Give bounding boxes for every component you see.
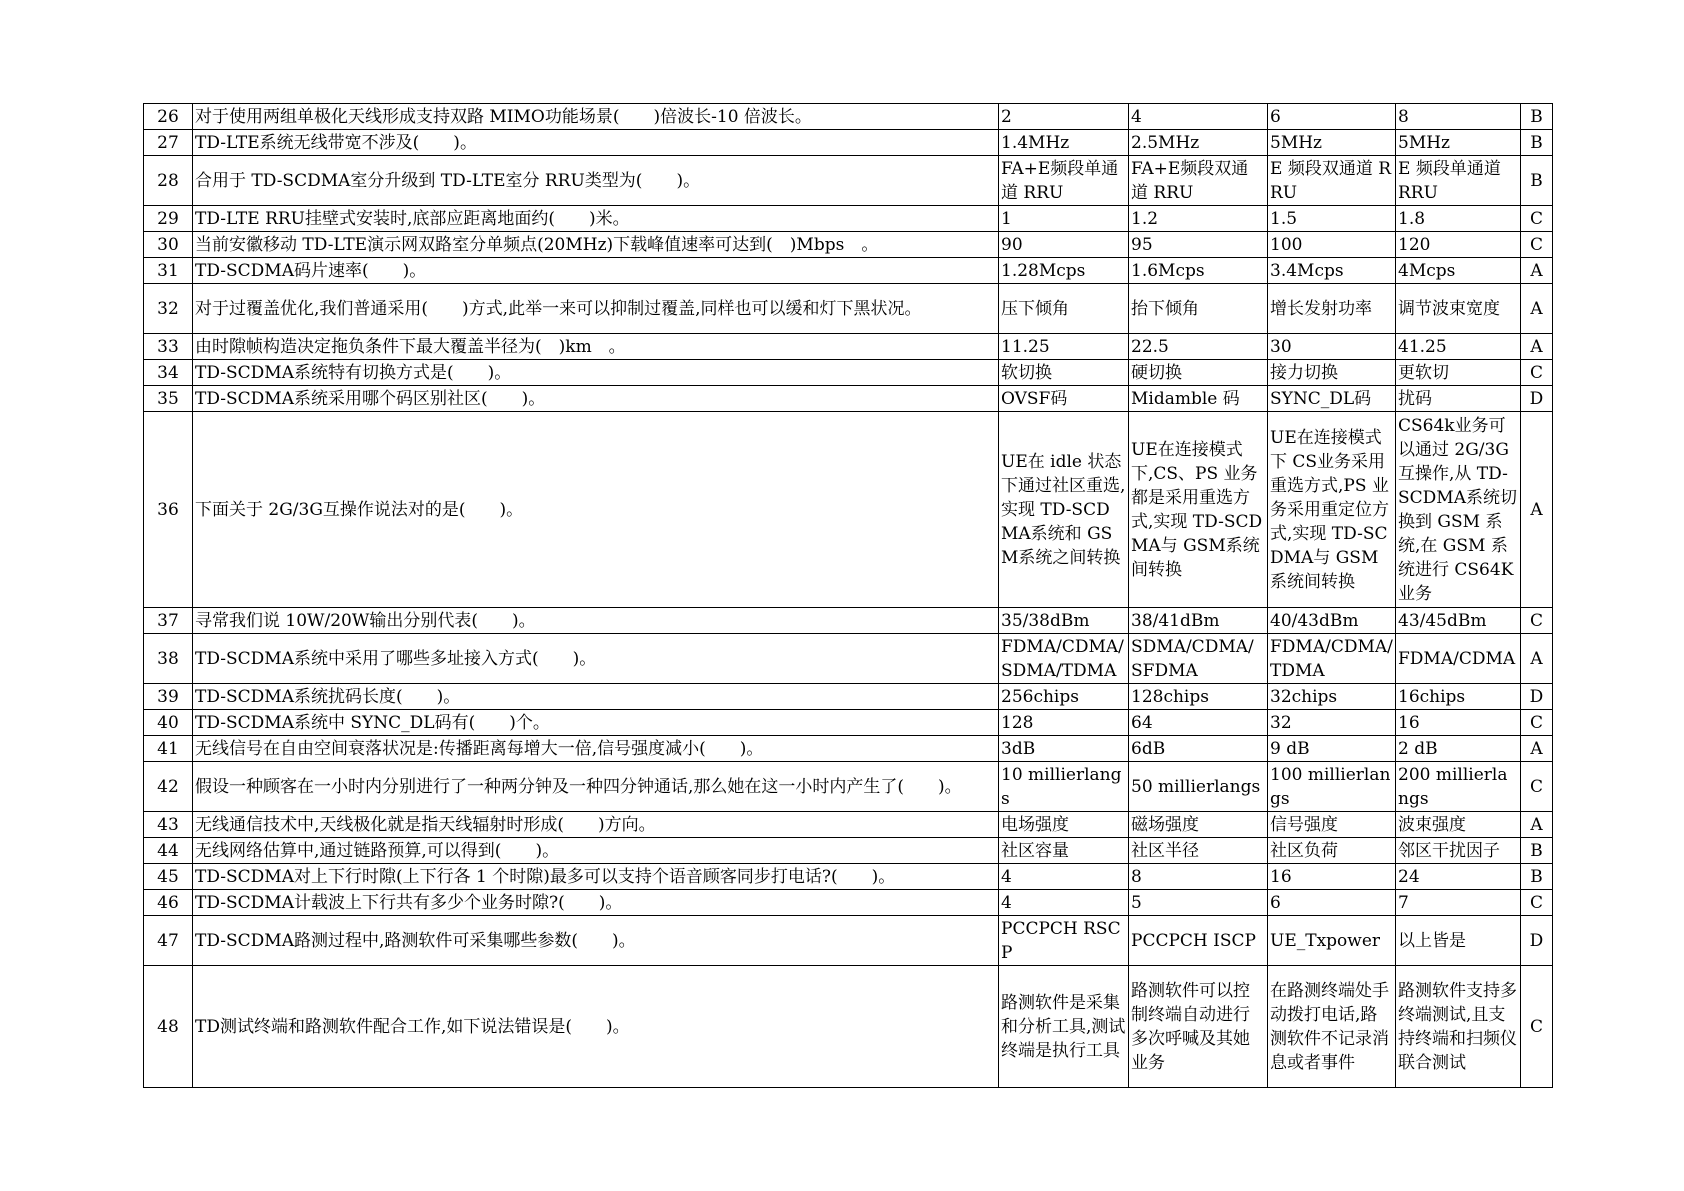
answer-key: D	[1521, 684, 1553, 710]
option-d: 5MHz	[1396, 130, 1521, 156]
question-table-body	[144, 104, 1553, 1088]
option-c: E 频段双通道 RRU	[1268, 156, 1396, 206]
option-b: 50 millierlangs	[1129, 762, 1268, 812]
option-a: 社区容量	[999, 838, 1129, 864]
option-c: 30	[1268, 334, 1396, 360]
option-a: 4	[999, 890, 1129, 916]
question-number: 31	[144, 258, 193, 284]
option-a: 1.28Mcps	[999, 258, 1129, 284]
question-number: 45	[144, 864, 193, 890]
option-b: Midamble 码	[1129, 386, 1268, 412]
option-c: 社区负荷	[1268, 838, 1396, 864]
option-a: 路测软件是采集和分析工具,测试终端是执行工具	[999, 966, 1129, 1088]
answer-key: B	[1521, 156, 1553, 206]
option-d: 7	[1396, 890, 1521, 916]
question-number: 38	[144, 634, 193, 684]
option-b: FA+E频段双通道 RRU	[1129, 156, 1268, 206]
option-a: UE在 idle 状态下通过社区重选,实现 TD-SCDMA系统和 GSM系统之间转换	[999, 412, 1129, 608]
question-row	[144, 890, 1553, 916]
question-number: 44	[144, 838, 193, 864]
question-text: 对于使用两组单极化天线形成支持双路 MIMO功能场景( )倍波长-10 倍波长。	[193, 104, 999, 130]
option-c: 6	[1268, 104, 1396, 130]
question-number: 32	[144, 284, 193, 334]
option-b: 1.2	[1129, 206, 1268, 232]
option-a: 11.25	[999, 334, 1129, 360]
option-a: 2	[999, 104, 1129, 130]
question-row	[144, 130, 1553, 156]
option-c: 40/43dBm	[1268, 608, 1396, 634]
question-text: TD-LTE RRU挂壁式安装时,底部应距离地面约( )米。	[193, 206, 999, 232]
option-a: 10 millierlangs	[999, 762, 1129, 812]
question-row	[144, 812, 1553, 838]
question-number: 39	[144, 684, 193, 710]
option-d: 16chips	[1396, 684, 1521, 710]
option-c: 3.4Mcps	[1268, 258, 1396, 284]
option-d: 波束强度	[1396, 812, 1521, 838]
question-number: 46	[144, 890, 193, 916]
question-row	[144, 334, 1553, 360]
question-row	[144, 710, 1553, 736]
question-row	[144, 608, 1553, 634]
option-d: 24	[1396, 864, 1521, 890]
option-b: 2.5MHz	[1129, 130, 1268, 156]
option-a: FDMA/CDMA/SDMA/TDMA	[999, 634, 1129, 684]
option-d: 43/45dBm	[1396, 608, 1521, 634]
question-number: 48	[144, 966, 193, 1088]
question-row	[144, 684, 1553, 710]
answer-key: C	[1521, 232, 1553, 258]
question-text: TD-LTE系统无线带宽不涉及( )。	[193, 130, 999, 156]
question-row	[144, 284, 1553, 334]
option-a: 压下倾角	[999, 284, 1129, 334]
option-d: 扰码	[1396, 386, 1521, 412]
question-text: 下面关于 2G/3G互操作说法对的是( )。	[193, 412, 999, 608]
answer-key: A	[1521, 334, 1553, 360]
question-row	[144, 206, 1553, 232]
option-b: 磁场强度	[1129, 812, 1268, 838]
question-number: 26	[144, 104, 193, 130]
answer-key: A	[1521, 284, 1553, 334]
question-row	[144, 386, 1553, 412]
option-a: 128	[999, 710, 1129, 736]
question-text: 假设一种顾客在一小时内分别进行了一种两分钟及一种四分钟通话,那么她在这一小时内产生了( )。	[193, 762, 999, 812]
question-table	[143, 103, 1553, 1088]
answer-key: C	[1521, 608, 1553, 634]
question-text: 无线信号在自由空间衰落状况是:传播距离每增大一倍,信号强度减小( )。	[193, 736, 999, 762]
answer-key: B	[1521, 838, 1553, 864]
answer-key: C	[1521, 890, 1553, 916]
option-c: FDMA/CDMA/TDMA	[1268, 634, 1396, 684]
option-b: SDMA/CDMA/SFDMA	[1129, 634, 1268, 684]
option-a: 1.4MHz	[999, 130, 1129, 156]
option-a: 软切换	[999, 360, 1129, 386]
answer-key: B	[1521, 864, 1553, 890]
question-number: 28	[144, 156, 193, 206]
option-d: 更软切	[1396, 360, 1521, 386]
option-b: 128chips	[1129, 684, 1268, 710]
question-text: TD-SCDMA系统特有切换方式是( )。	[193, 360, 999, 386]
option-c: 100	[1268, 232, 1396, 258]
question-number: 34	[144, 360, 193, 386]
option-d: 调节波束宽度	[1396, 284, 1521, 334]
question-row	[144, 916, 1553, 966]
question-row	[144, 258, 1553, 284]
question-row	[144, 736, 1553, 762]
answer-key: C	[1521, 360, 1553, 386]
option-b: 路测软件可以控制终端自动进行多次呼喊及其她业务	[1129, 966, 1268, 1088]
option-d: FDMA/CDMA	[1396, 634, 1521, 684]
question-row	[144, 412, 1553, 608]
option-a: 90	[999, 232, 1129, 258]
question-number: 40	[144, 710, 193, 736]
answer-key: D	[1521, 916, 1553, 966]
question-row	[144, 838, 1553, 864]
option-d: 1.8	[1396, 206, 1521, 232]
question-number: 30	[144, 232, 193, 258]
answer-key: A	[1521, 258, 1553, 284]
question-text: TD-SCDMA路测过程中,路测软件可采集哪些参数( )。	[193, 916, 999, 966]
question-row	[144, 864, 1553, 890]
option-d: 120	[1396, 232, 1521, 258]
question-row	[144, 634, 1553, 684]
question-text: 无线通信技术中,天线极化就是指天线辐射时形成( )方向。	[193, 812, 999, 838]
option-b: 38/41dBm	[1129, 608, 1268, 634]
question-number: 27	[144, 130, 193, 156]
question-number: 47	[144, 916, 193, 966]
question-row	[144, 966, 1553, 1088]
option-c: 32chips	[1268, 684, 1396, 710]
question-text: 由时隙帧构造决定拖负条件下最大覆盖半径为( )km 。	[193, 334, 999, 360]
question-text: 无线网络估算中,通过链路预算,可以得到( )。	[193, 838, 999, 864]
option-c: UE_Txpower	[1268, 916, 1396, 966]
option-d: CS64k业务可以通过 2G/3G互操作,从 TD-SCDMA系统切换到 GSM 系统,在 GSM 系统进行 CS64K业务	[1396, 412, 1521, 608]
option-d: 8	[1396, 104, 1521, 130]
option-c: SYNC_DL码	[1268, 386, 1396, 412]
question-text: TD-SCDMA系统采用哪个码区别社区( )。	[193, 386, 999, 412]
option-b: 95	[1129, 232, 1268, 258]
question-text: 对于过覆盖优化,我们普通采用( )方式,此举一来可以抑制过覆盖,同样也可以缓和灯下黑状况。	[193, 284, 999, 334]
answer-key: C	[1521, 762, 1553, 812]
option-c: 6	[1268, 890, 1396, 916]
option-c: 接力切换	[1268, 360, 1396, 386]
question-number: 42	[144, 762, 193, 812]
option-a: 3dB	[999, 736, 1129, 762]
option-c: 16	[1268, 864, 1396, 890]
option-b: UE在连接模式下,CS、PS 业务都是采用重选方式,实现 TD-SCDMA与 GSM系统间转换	[1129, 412, 1268, 608]
option-b: 抬下倾角	[1129, 284, 1268, 334]
option-a: 256chips	[999, 684, 1129, 710]
answer-key: D	[1521, 386, 1553, 412]
answer-key: B	[1521, 130, 1553, 156]
option-b: 社区半径	[1129, 838, 1268, 864]
option-a: FA+E频段单通道 RRU	[999, 156, 1129, 206]
option-b: 64	[1129, 710, 1268, 736]
option-c: UE在连接模式下 CS业务采用重选方式,PS 业务采用重定位方式,实现 TD-SCDMA与 GSM系统间转换	[1268, 412, 1396, 608]
question-text: TD-SCDMA系统中 SYNC_DL码有( )个。	[193, 710, 999, 736]
option-c: 1.5	[1268, 206, 1396, 232]
question-number: 33	[144, 334, 193, 360]
question-text: TD-SCDMA系统中采用了哪些多址接入方式( )。	[193, 634, 999, 684]
option-d: 路测软件支持多终端测试,且支持终端和扫频仪联合测试	[1396, 966, 1521, 1088]
question-text: TD-SCDMA对上下行时隙(上下行各 1 个时隙)最多可以支持个语音顾客同步打电话?( )。	[193, 864, 999, 890]
answer-key: C	[1521, 710, 1553, 736]
option-d: 41.25	[1396, 334, 1521, 360]
option-b: 22.5	[1129, 334, 1268, 360]
answer-key: A	[1521, 736, 1553, 762]
question-number: 37	[144, 608, 193, 634]
option-d: 200 millierlangs	[1396, 762, 1521, 812]
option-c: 9 dB	[1268, 736, 1396, 762]
option-c: 信号强度	[1268, 812, 1396, 838]
answer-key: B	[1521, 104, 1553, 130]
question-text: 当前安徽移动 TD-LTE演示网双路室分单频点(20MHz)下载峰值速率可达到( )Mbps 。	[193, 232, 999, 258]
question-row	[144, 232, 1553, 258]
option-b: PCCPCH ISCP	[1129, 916, 1268, 966]
option-a: PCCPCH RSCP	[999, 916, 1129, 966]
answer-key: C	[1521, 206, 1553, 232]
option-a: OVSF码	[999, 386, 1129, 412]
option-d: E 频段单通道 RRU	[1396, 156, 1521, 206]
question-number: 41	[144, 736, 193, 762]
option-c: 32	[1268, 710, 1396, 736]
option-d: 2 dB	[1396, 736, 1521, 762]
question-number: 35	[144, 386, 193, 412]
option-c: 在路测终端处手动拨打电话,路测软件不记录消息或者事件	[1268, 966, 1396, 1088]
option-d: 4Mcps	[1396, 258, 1521, 284]
answer-key: C	[1521, 966, 1553, 1088]
question-text: TD-SCDMA码片速率( )。	[193, 258, 999, 284]
option-d: 邻区干扰因子	[1396, 838, 1521, 864]
option-c: 100 millierlangs	[1268, 762, 1396, 812]
option-c: 增长发射功率	[1268, 284, 1396, 334]
question-text: TD-SCDMA计载波上下行共有多少个业务时隙?( )。	[193, 890, 999, 916]
option-c: 5MHz	[1268, 130, 1396, 156]
option-b: 5	[1129, 890, 1268, 916]
question-text: TD测试终端和路测软件配合工作,如下说法错误是( )。	[193, 966, 999, 1088]
question-text: 寻常我们说 10W/20W输出分别代表( )。	[193, 608, 999, 634]
question-row	[144, 762, 1553, 812]
option-a: 35/38dBm	[999, 608, 1129, 634]
option-b: 8	[1129, 864, 1268, 890]
option-a: 4	[999, 864, 1129, 890]
answer-key: A	[1521, 812, 1553, 838]
option-b: 1.6Mcps	[1129, 258, 1268, 284]
option-d: 16	[1396, 710, 1521, 736]
answer-key: A	[1521, 412, 1553, 608]
option-a: 1	[999, 206, 1129, 232]
question-row	[144, 360, 1553, 386]
option-b: 6dB	[1129, 736, 1268, 762]
question-number: 43	[144, 812, 193, 838]
option-b: 4	[1129, 104, 1268, 130]
question-row	[144, 156, 1553, 206]
answer-key: A	[1521, 634, 1553, 684]
question-row	[144, 104, 1553, 130]
option-b: 硬切换	[1129, 360, 1268, 386]
option-d: 以上皆是	[1396, 916, 1521, 966]
question-number: 36	[144, 412, 193, 608]
option-a: 电场强度	[999, 812, 1129, 838]
question-text: TD-SCDMA系统扰码长度( )。	[193, 684, 999, 710]
question-number: 29	[144, 206, 193, 232]
question-text: 合用于 TD-SCDMA室分升级到 TD-LTE室分 RRU类型为( )。	[193, 156, 999, 206]
